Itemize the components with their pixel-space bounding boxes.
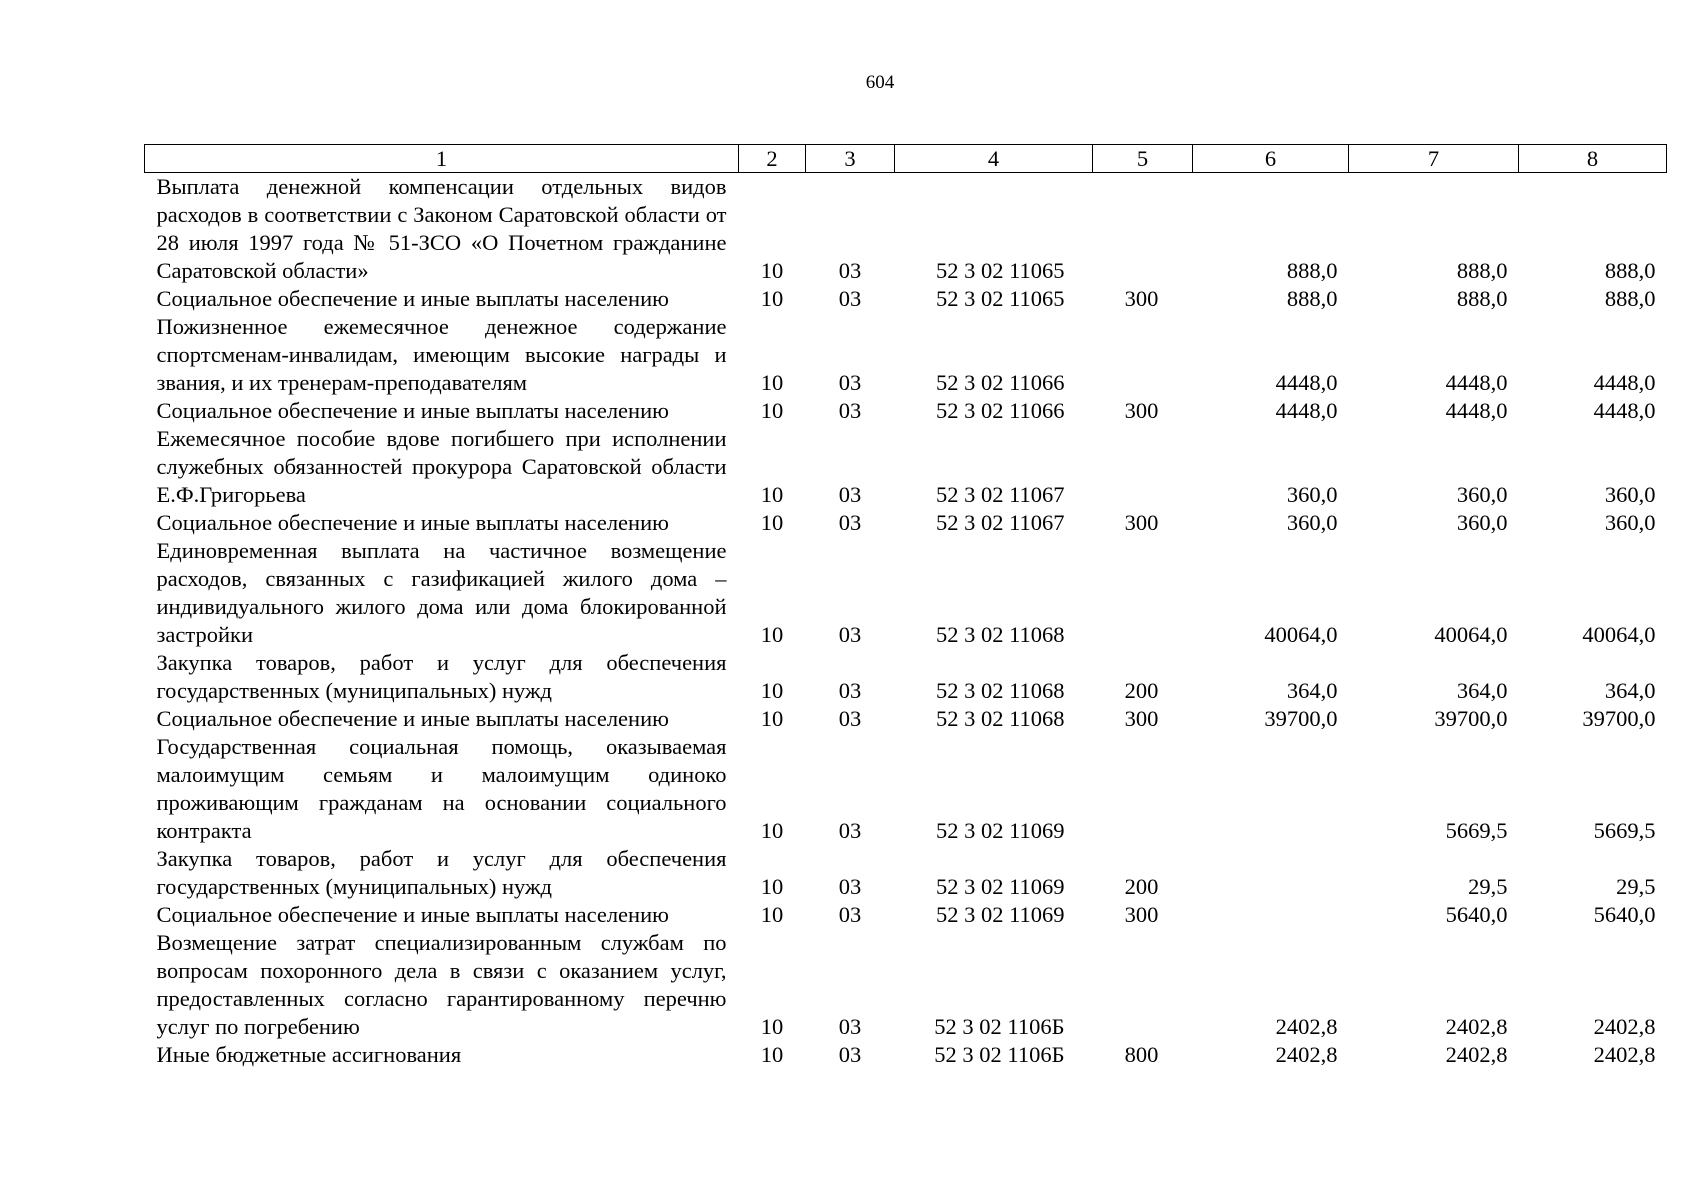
header-col-6: 6 [1193,145,1349,173]
row-target-article: 52 3 02 11068 [935,706,1065,731]
row-amount-7: 360,0 [1456,510,1508,535]
row-expense-type [1093,929,1193,1041]
row-amount-7: 5669,5 [1445,818,1508,843]
row-amount-7: 360,0 [1456,482,1508,507]
table-row [145,733,1667,845]
table-body [145,173,1667,1070]
header-col-8: 8 [1519,145,1667,173]
row-subsection: 03 [838,678,862,703]
header-col-7: 7 [1349,145,1519,173]
row-section: 10 [760,258,784,283]
row-subsection: 03 [838,874,862,899]
row-subsection: 03 [838,370,862,395]
row-name: Закупка товаров, работ и услуг для обеспечения государственных (муниципальных) нужд [156,650,727,703]
row-section: 10 [760,902,784,927]
header-row [145,145,1667,173]
row-target-article: 52 3 02 1106Б [934,1014,1065,1039]
row-amount-6: 888,0 [1286,258,1338,283]
row-amount-6: 40064,0 [1264,622,1338,647]
row-amount-8: 4448,0 [1593,370,1656,395]
row-target-article: 52 3 02 11066 [935,370,1065,395]
row-subsection: 03 [838,258,862,283]
row-section: 10 [760,622,784,647]
row-section: 10 [760,1014,784,1039]
row-amount-8: 888,0 [1604,258,1656,283]
table-row [145,397,1667,425]
row-expense-type: 800 [1124,1042,1159,1067]
row-amount-6: 39700,0 [1264,706,1338,731]
row-amount-6: 364,0 [1286,678,1338,703]
table-row [145,173,1667,286]
row-name: Социальное обеспечение и иные выплаты населению [156,286,669,311]
row-amount-7: 364,0 [1456,678,1508,703]
row-expense-type: 300 [1124,706,1159,731]
row-section: 10 [760,398,784,423]
row-name: Закупка товаров, работ и услуг для обеспечения государственных (муниципальных) нужд [156,846,727,899]
row-amount-6: 4448,0 [1275,398,1338,423]
row-amount-7: 4448,0 [1445,398,1508,423]
table-row [145,845,1667,901]
row-amount-8: 2402,8 [1593,1014,1656,1039]
row-expense-type [1093,313,1193,397]
row-amount-8: 360,0 [1604,510,1656,535]
row-target-article: 52 3 02 11069 [935,874,1065,899]
header-col-1: 1 [145,145,739,173]
row-target-article: 52 3 02 11066 [935,398,1065,423]
row-amount-6: 360,0 [1286,482,1338,507]
table-row [145,537,1667,649]
table-row [145,705,1667,733]
row-amount-8: 29,5 [1616,874,1656,899]
row-target-article: 52 3 02 11068 [935,622,1065,647]
row-target-article: 52 3 02 11065 [935,286,1065,311]
row-expense-type: 300 [1124,286,1159,311]
row-amount-6: 360,0 [1286,510,1338,535]
header-col-3: 3 [806,145,895,173]
row-subsection: 03 [838,286,862,311]
row-subsection: 03 [838,622,862,647]
table-row [145,649,1667,705]
row-amount-8: 2402,8 [1593,1042,1656,1067]
row-section: 10 [760,286,784,311]
table-header [145,145,1667,173]
page-number: 604 [865,72,895,93]
row-amount-8: 39700,0 [1582,706,1656,731]
row-name: Единовременная выплата на частичное возмещение расходов, связанных с газификацией жилого дома – индивидуального жилого дома или дома блокированной застройки [156,538,727,647]
row-amount-6 [1193,845,1349,901]
header-col-5: 5 [1093,145,1193,173]
row-expense-type [1093,733,1193,845]
row-name: Социальное обеспечение и иные выплаты населению [156,398,669,423]
row-amount-7: 888,0 [1456,286,1508,311]
row-amount-7: 2402,8 [1445,1042,1508,1067]
row-section: 10 [760,1042,784,1067]
row-subsection: 03 [838,510,862,535]
row-section: 10 [760,706,784,731]
table-row [145,425,1667,509]
row-target-article: 52 3 02 11067 [935,510,1065,535]
row-name: Выплата денежной компенсации отдельных видов расходов в соответствии с Законом Саратовской области от 28 июля 1997 года № 51-ЗСО «О Почетном гражданине Саратовской области» [156,174,727,283]
header-col-2: 2 [739,145,806,173]
row-amount-6: 4448,0 [1275,370,1338,395]
row-expense-type [1093,425,1193,509]
row-expense-type: 200 [1124,874,1159,899]
table-row [145,313,1667,397]
row-amount-6 [1193,733,1349,845]
row-amount-7: 5640,0 [1445,902,1508,927]
row-amount-7: 29,5 [1468,874,1508,899]
row-section: 10 [760,874,784,899]
row-expense-type: 300 [1124,398,1159,423]
row-amount-8: 364,0 [1604,678,1656,703]
row-target-article: 52 3 02 11065 [935,258,1065,283]
row-name: Возмещение затрат специализированным службам по вопросам похоронного дела в связи с оказанием услуг, предоставленных согласно гарантированному перечню услуг по погребению [156,930,727,1039]
row-name: Ежемесячное пособие вдове погибшего при исполнении служебных обязанностей прокурора Саратовской области Е.Ф.Григорьева [156,426,727,507]
row-amount-6: 2402,8 [1275,1014,1338,1039]
row-subsection: 03 [838,902,862,927]
row-name: Социальное обеспечение и иные выплаты населению [156,706,669,731]
row-subsection: 03 [838,818,862,843]
table-row [145,509,1667,537]
row-amount-7: 39700,0 [1434,706,1508,731]
table-row [145,285,1667,313]
row-subsection: 03 [838,706,862,731]
row-name: Социальное обеспечение и иные выплаты населению [156,510,669,535]
row-expense-type [1093,173,1193,286]
row-amount-7: 40064,0 [1434,622,1508,647]
row-target-article: 52 3 02 11068 [935,678,1065,703]
table-row [145,1041,1667,1069]
row-subsection: 03 [838,1042,862,1067]
row-expense-type [1093,537,1193,649]
table-row [145,929,1667,1041]
row-expense-type: 200 [1124,678,1159,703]
row-amount-7: 888,0 [1456,258,1508,283]
row-amount-8: 360,0 [1604,482,1656,507]
table-row [145,901,1667,929]
row-amount-7: 2402,8 [1445,1014,1508,1039]
row-target-article: 52 3 02 11067 [935,482,1065,507]
row-amount-8: 5669,5 [1593,818,1656,843]
budget-table [144,144,1667,1069]
row-name: Государственная социальная помощь, оказываемая малоимущим семьям и малоимущим одиноко проживающим гражданам на основании социального контракта [156,734,727,843]
row-section: 10 [760,678,784,703]
row-amount-8: 40064,0 [1582,622,1656,647]
row-amount-8: 5640,0 [1593,902,1656,927]
row-amount-7: 4448,0 [1445,370,1508,395]
header-col-4: 4 [895,145,1093,173]
row-amount-6: 2402,8 [1275,1042,1338,1067]
row-expense-type: 300 [1124,510,1159,535]
row-name: Иные бюджетные ассигнования [156,1042,462,1067]
row-section: 10 [760,510,784,535]
row-section: 10 [760,818,784,843]
row-amount-6 [1193,901,1349,929]
row-subsection: 03 [838,482,862,507]
row-name: Социальное обеспечение и иные выплаты населению [156,902,669,927]
row-section: 10 [760,370,784,395]
row-amount-8: 4448,0 [1593,398,1656,423]
row-expense-type: 300 [1124,902,1159,927]
row-section: 10 [760,482,784,507]
row-amount-6: 888,0 [1286,286,1338,311]
row-target-article: 52 3 02 11069 [935,818,1065,843]
row-name: Пожизненное ежемесячное денежное содержание спортсменам-инвалидам, имеющим высокие награды и звания, и их тренерам-преподавателям [156,314,727,395]
row-subsection: 03 [838,398,862,423]
row-subsection: 03 [838,1014,862,1039]
row-target-article: 52 3 02 1106Б [934,1042,1065,1067]
row-target-article: 52 3 02 11069 [935,902,1065,927]
row-amount-8: 888,0 [1604,286,1656,311]
